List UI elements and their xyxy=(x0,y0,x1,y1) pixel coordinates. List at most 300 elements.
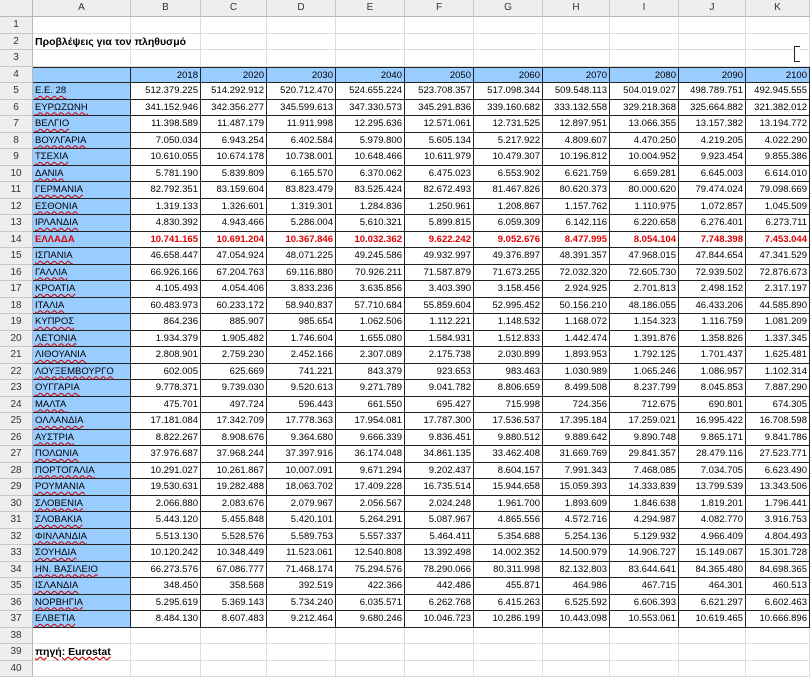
population-value[interactable]: 9.923.454 xyxy=(679,149,746,166)
population-value[interactable]: 523.708.357 xyxy=(405,83,474,100)
population-value[interactable]: 1.442.474 xyxy=(543,331,610,348)
cell-f2[interactable] xyxy=(405,34,474,51)
population-value[interactable]: 1.065.246 xyxy=(610,364,679,381)
cell-d40[interactable] xyxy=(267,661,336,677)
population-value[interactable]: 475.701 xyxy=(131,397,201,414)
population-value[interactable]: 1.792.125 xyxy=(610,347,679,364)
population-value[interactable]: 46.658.447 xyxy=(131,248,201,265)
population-value[interactable]: 4.105.493 xyxy=(131,281,201,298)
population-value[interactable]: 83.823.479 xyxy=(267,182,336,199)
country-name[interactable] xyxy=(33,149,131,166)
population-value[interactable]: 5.129.932 xyxy=(610,529,679,546)
population-value[interactable]: 4.865.556 xyxy=(474,512,543,529)
partial-cell-l3[interactable] xyxy=(794,46,800,62)
country-name[interactable] xyxy=(33,496,131,513)
row-header-4[interactable]: 4 xyxy=(0,67,33,84)
population-value[interactable]: 6.475.023 xyxy=(405,166,474,183)
row-header-15[interactable]: 15 xyxy=(0,248,33,265)
population-value[interactable]: 864.236 xyxy=(131,314,201,331)
cell-g38[interactable] xyxy=(474,628,543,645)
population-value[interactable]: 602.005 xyxy=(131,364,201,381)
population-value[interactable]: 4.082.770 xyxy=(679,512,746,529)
cell-h40[interactable] xyxy=(543,661,610,677)
population-value[interactable]: 1.319.301 xyxy=(267,199,336,216)
population-value[interactable]: 16.708.598 xyxy=(746,413,810,430)
population-value[interactable]: 5.589.753 xyxy=(267,529,336,546)
population-value[interactable]: 1.746.604 xyxy=(267,331,336,348)
cell-j39[interactable] xyxy=(679,644,746,661)
population-value[interactable]: 44.585.890 xyxy=(746,298,810,315)
cell-e38[interactable] xyxy=(336,628,405,645)
population-value[interactable]: 1.319.133 xyxy=(131,199,201,216)
population-value[interactable]: 37.968.244 xyxy=(201,446,267,463)
year-header[interactable]: 2020 xyxy=(201,67,267,84)
cell-e3[interactable] xyxy=(336,50,405,67)
population-value[interactable]: 1.905.482 xyxy=(201,331,267,348)
population-value[interactable]: 4.809.607 xyxy=(543,133,610,150)
population-value[interactable]: 10.261.867 xyxy=(201,463,267,480)
population-value[interactable]: 7.050.034 xyxy=(131,133,201,150)
country-name[interactable] xyxy=(33,397,131,414)
population-value[interactable]: 10.046.723 xyxy=(405,611,474,628)
cell-k40[interactable] xyxy=(746,661,810,677)
population-value[interactable]: 9.622.242 xyxy=(405,232,474,249)
country-name[interactable] xyxy=(33,83,131,100)
cell-e2[interactable] xyxy=(336,34,405,51)
country-name[interactable] xyxy=(33,133,131,150)
population-value[interactable]: 625.669 xyxy=(201,364,267,381)
population-value[interactable]: 11.911.998 xyxy=(267,116,336,133)
cell-g40[interactable] xyxy=(474,661,543,677)
population-value[interactable]: 66.926.166 xyxy=(131,265,201,282)
population-value[interactable]: 14.500.979 xyxy=(543,545,610,562)
population-value[interactable]: 29.841.357 xyxy=(610,446,679,463)
cell-j3[interactable] xyxy=(679,50,746,67)
population-value[interactable]: 72.939.502 xyxy=(679,265,746,282)
population-value[interactable]: 2.030.899 xyxy=(474,347,543,364)
population-value[interactable]: 6.165.570 xyxy=(267,166,336,183)
cell-h2[interactable] xyxy=(543,34,610,51)
population-value[interactable]: 78.290.066 xyxy=(405,562,474,579)
population-value[interactable]: 358.568 xyxy=(201,578,267,595)
country-name[interactable] xyxy=(33,314,131,331)
row-header-29[interactable]: 29 xyxy=(0,479,33,496)
population-value[interactable]: 1.116.759 xyxy=(679,314,746,331)
population-value[interactable]: 7.887.290 xyxy=(746,380,810,397)
population-value[interactable]: 9.739.030 xyxy=(201,380,267,397)
population-value[interactable]: 71.468.174 xyxy=(267,562,336,579)
population-value[interactable]: 1.326.601 xyxy=(201,199,267,216)
cell-i2[interactable] xyxy=(610,34,679,51)
population-value[interactable]: 9.041.782 xyxy=(405,380,474,397)
population-value[interactable]: 2.808.901 xyxy=(131,347,201,364)
population-value[interactable]: 36.174.048 xyxy=(336,446,405,463)
population-value[interactable]: 1.062.506 xyxy=(336,314,405,331)
population-value[interactable]: 17.787.300 xyxy=(405,413,474,430)
country-name[interactable] xyxy=(33,116,131,133)
population-value[interactable]: 5.087.967 xyxy=(405,512,474,529)
population-value[interactable]: 2.056.567 xyxy=(336,496,405,513)
cell-j1[interactable] xyxy=(679,17,746,34)
population-value[interactable]: 2.307.089 xyxy=(336,347,405,364)
population-value[interactable]: 1.893.609 xyxy=(543,496,610,513)
population-value[interactable]: 10.674.178 xyxy=(201,149,267,166)
population-value[interactable]: 19.530.631 xyxy=(131,479,201,496)
population-value[interactable]: 4.572.716 xyxy=(543,512,610,529)
row-header-32[interactable]: 32 xyxy=(0,529,33,546)
population-value[interactable]: 72.605.730 xyxy=(610,265,679,282)
column-header-c[interactable]: C xyxy=(201,0,267,17)
cell-b38[interactable] xyxy=(131,628,201,645)
population-value[interactable]: 1.961.700 xyxy=(474,496,543,513)
population-value[interactable]: 4.966.409 xyxy=(679,529,746,546)
country-name[interactable] xyxy=(33,265,131,282)
population-value[interactable]: 8.908.676 xyxy=(201,430,267,447)
cell-f39[interactable] xyxy=(405,644,474,661)
population-value[interactable]: 17.778.363 xyxy=(267,413,336,430)
population-value[interactable]: 67.204.763 xyxy=(201,265,267,282)
row-header-14[interactable]: 14 xyxy=(0,232,33,249)
population-value[interactable]: 11.487.179 xyxy=(201,116,267,133)
population-value[interactable]: 12.295.636 xyxy=(336,116,405,133)
cell-g1[interactable] xyxy=(474,17,543,34)
population-value[interactable]: 49.932.997 xyxy=(405,248,474,265)
population-value[interactable]: 10.738.001 xyxy=(267,149,336,166)
population-value[interactable]: 7.748.398 xyxy=(679,232,746,249)
population-value[interactable]: 10.610.055 xyxy=(131,149,201,166)
population-value[interactable]: 13.066.355 xyxy=(610,116,679,133)
population-value[interactable]: 9.890.748 xyxy=(610,430,679,447)
population-value[interactable]: 10.691.204 xyxy=(201,232,267,249)
population-value[interactable]: 464.986 xyxy=(543,578,610,595)
row-header-18[interactable]: 18 xyxy=(0,298,33,315)
population-value[interactable]: 6.943.254 xyxy=(201,133,267,150)
population-value[interactable]: 47.341.529 xyxy=(746,248,810,265)
population-value[interactable]: 8.477.995 xyxy=(543,232,610,249)
population-value[interactable]: 347.330.573 xyxy=(336,100,405,117)
population-value[interactable]: 690.801 xyxy=(679,397,746,414)
population-value[interactable]: 10.666.896 xyxy=(746,611,810,628)
country-name[interactable] xyxy=(33,215,131,232)
population-value[interactable]: 10.004.952 xyxy=(610,149,679,166)
population-value[interactable]: 9.364.680 xyxy=(267,430,336,447)
population-value[interactable]: 8.054.104 xyxy=(610,232,679,249)
population-value[interactable]: 5.528.576 xyxy=(201,529,267,546)
population-value[interactable]: 5.979.800 xyxy=(336,133,405,150)
population-value[interactable]: 333.132.558 xyxy=(543,100,610,117)
population-value[interactable]: 71.587.879 xyxy=(405,265,474,282)
country-name[interactable] xyxy=(33,182,131,199)
row-header-16[interactable]: 16 xyxy=(0,265,33,282)
population-value[interactable]: 1.337.345 xyxy=(746,331,810,348)
population-value[interactable]: 2.079.967 xyxy=(267,496,336,513)
cell-j40[interactable] xyxy=(679,661,746,677)
population-value[interactable]: 348.450 xyxy=(131,578,201,595)
select-all-corner[interactable] xyxy=(0,0,33,17)
population-value[interactable]: 57.710.684 xyxy=(336,298,405,315)
population-value[interactable]: 9.880.512 xyxy=(474,430,543,447)
country-name[interactable] xyxy=(33,611,131,628)
population-value[interactable]: 46.433.206 xyxy=(679,298,746,315)
population-value[interactable]: 31.669.769 xyxy=(543,446,610,463)
cell-e1[interactable] xyxy=(336,17,405,34)
population-value[interactable]: 1.655.080 xyxy=(336,331,405,348)
population-value[interactable]: 17.259.021 xyxy=(610,413,679,430)
population-value[interactable]: 66.273.576 xyxy=(131,562,201,579)
row-header-38[interactable]: 38 xyxy=(0,628,33,645)
country-name[interactable] xyxy=(33,562,131,579)
population-value[interactable]: 15.149.067 xyxy=(679,545,746,562)
column-header-d[interactable]: D xyxy=(267,0,336,17)
population-value[interactable]: 10.367.846 xyxy=(267,232,336,249)
row-header-37[interactable]: 37 xyxy=(0,611,33,628)
population-value[interactable]: 27.523.771 xyxy=(746,446,810,463)
population-value[interactable]: 50.156.210 xyxy=(543,298,610,315)
population-value[interactable]: 2.083.676 xyxy=(201,496,267,513)
population-value[interactable]: 47.968.015 xyxy=(610,248,679,265)
population-value[interactable]: 82.792.351 xyxy=(131,182,201,199)
population-value[interactable]: 512.379.225 xyxy=(131,83,201,100)
population-value[interactable]: 13.194.772 xyxy=(746,116,810,133)
population-value[interactable]: 6.602.463 xyxy=(746,595,810,612)
population-value[interactable]: 2.452.166 xyxy=(267,347,336,364)
population-value[interactable]: 342.356.277 xyxy=(201,100,267,117)
population-value[interactable]: 498.789.751 xyxy=(679,83,746,100)
population-value[interactable]: 885.907 xyxy=(201,314,267,331)
row-header-11[interactable]: 11 xyxy=(0,182,33,199)
row-header-9[interactable]: 9 xyxy=(0,149,33,166)
population-value[interactable]: 2.701.813 xyxy=(610,281,679,298)
cell-e40[interactable] xyxy=(336,661,405,677)
cell-b2[interactable] xyxy=(131,34,201,51)
population-value[interactable]: 37.397.916 xyxy=(267,446,336,463)
population-value[interactable]: 8.484.130 xyxy=(131,611,201,628)
cell-c2[interactable] xyxy=(201,34,267,51)
population-value[interactable]: 504.019.027 xyxy=(610,83,679,100)
population-value[interactable]: 2.317.197 xyxy=(746,281,810,298)
row-header-23[interactable]: 23 xyxy=(0,380,33,397)
population-value[interactable]: 14.906.727 xyxy=(610,545,679,562)
population-value[interactable]: 460.513 xyxy=(746,578,810,595)
cell-i40[interactable] xyxy=(610,661,679,677)
cell-f1[interactable] xyxy=(405,17,474,34)
population-value[interactable]: 329.218.368 xyxy=(610,100,679,117)
row-header-34[interactable]: 34 xyxy=(0,562,33,579)
population-value[interactable]: 5.610.321 xyxy=(336,215,405,232)
cell-i1[interactable] xyxy=(610,17,679,34)
country-name[interactable] xyxy=(33,430,131,447)
cell-c39[interactable] xyxy=(201,644,267,661)
population-value[interactable]: 60.483.973 xyxy=(131,298,201,315)
cell-d39[interactable] xyxy=(267,644,336,661)
population-value[interactable]: 1.168.072 xyxy=(543,314,610,331)
population-value[interactable]: 455.871 xyxy=(474,578,543,595)
population-value[interactable]: 8.499.508 xyxy=(543,380,610,397)
population-value[interactable]: 13.343.506 xyxy=(746,479,810,496)
population-value[interactable]: 10.741.165 xyxy=(131,232,201,249)
population-value[interactable]: 9.202.437 xyxy=(405,463,474,480)
population-value[interactable]: 9.836.451 xyxy=(405,430,474,447)
population-value[interactable]: 1.934.379 xyxy=(131,331,201,348)
population-value[interactable]: 12.540.808 xyxy=(336,545,405,562)
cell-a40[interactable] xyxy=(33,661,131,677)
population-value[interactable]: 6.645.003 xyxy=(679,166,746,183)
cell-d1[interactable] xyxy=(267,17,336,34)
country-name[interactable] xyxy=(33,578,131,595)
row-header-1[interactable]: 1 xyxy=(0,17,33,34)
population-value[interactable]: 9.865.171 xyxy=(679,430,746,447)
population-value[interactable]: 5.781.190 xyxy=(131,166,201,183)
population-value[interactable]: 6.370.062 xyxy=(336,166,405,183)
population-value[interactable]: 82.132.803 xyxy=(543,562,610,579)
cell-k1[interactable] xyxy=(746,17,810,34)
population-value[interactable]: 10.553.061 xyxy=(610,611,679,628)
population-value[interactable]: 1.208.867 xyxy=(474,199,543,216)
year-header[interactable]: 2040 xyxy=(336,67,405,84)
population-value[interactable]: 1.102.314 xyxy=(746,364,810,381)
population-value[interactable]: 6.553.902 xyxy=(474,166,543,183)
population-value[interactable]: 49.376.897 xyxy=(474,248,543,265)
population-value[interactable]: 5.354.688 xyxy=(474,529,543,546)
population-value[interactable]: 15.301.728 xyxy=(746,545,810,562)
population-value[interactable]: 345.291.836 xyxy=(405,100,474,117)
country-name[interactable] xyxy=(33,298,131,315)
cell-h38[interactable] xyxy=(543,628,610,645)
cell-e39[interactable] xyxy=(336,644,405,661)
population-value[interactable]: 2.066.880 xyxy=(131,496,201,513)
population-value[interactable]: 8.806.659 xyxy=(474,380,543,397)
population-value[interactable]: 15.059.393 xyxy=(543,479,610,496)
population-value[interactable]: 1.391.876 xyxy=(610,331,679,348)
population-value[interactable]: 674.305 xyxy=(746,397,810,414)
population-value[interactable]: 9.671.294 xyxy=(336,463,405,480)
cell-h39[interactable] xyxy=(543,644,610,661)
population-value[interactable]: 5.899.815 xyxy=(405,215,474,232)
population-value[interactable]: 9.520.613 xyxy=(267,380,336,397)
population-value[interactable]: 5.443.120 xyxy=(131,512,201,529)
population-value[interactable]: 69.116.880 xyxy=(267,265,336,282)
population-value[interactable]: 9.052.676 xyxy=(474,232,543,249)
population-value[interactable]: 17.342.709 xyxy=(201,413,267,430)
population-value[interactable]: 712.675 xyxy=(610,397,679,414)
population-value[interactable]: 442.486 xyxy=(405,578,474,595)
population-value[interactable]: 17.395.184 xyxy=(543,413,610,430)
population-value[interactable]: 10.479.307 xyxy=(474,149,543,166)
population-value[interactable]: 422.366 xyxy=(336,578,405,595)
population-value[interactable]: 3.833.236 xyxy=(267,281,336,298)
row-header-39[interactable]: 39 xyxy=(0,644,33,661)
population-value[interactable]: 6.415.263 xyxy=(474,595,543,612)
cell-i38[interactable] xyxy=(610,628,679,645)
column-header-a[interactable]: A xyxy=(33,0,131,17)
population-value[interactable]: 18.063.702 xyxy=(267,479,336,496)
population-value[interactable]: 339.160.682 xyxy=(474,100,543,117)
population-value[interactable]: 3.403.390 xyxy=(405,281,474,298)
population-value[interactable]: 464.301 xyxy=(679,578,746,595)
population-value[interactable]: 2.024.248 xyxy=(405,496,474,513)
cell-g2[interactable] xyxy=(474,34,543,51)
population-value[interactable]: 1.625.481 xyxy=(746,347,810,364)
year-header[interactable]: 2090 xyxy=(679,67,746,84)
population-value[interactable]: 321.382.012 xyxy=(746,100,810,117)
population-value[interactable]: 341.152.946 xyxy=(131,100,201,117)
row-header-27[interactable]: 27 xyxy=(0,446,33,463)
row-header-28[interactable]: 28 xyxy=(0,463,33,480)
population-value[interactable]: 71.673.255 xyxy=(474,265,543,282)
cell-k39[interactable] xyxy=(746,644,810,661)
population-value[interactable]: 13.392.498 xyxy=(405,545,474,562)
population-value[interactable]: 1.284.836 xyxy=(336,199,405,216)
population-value[interactable]: 11.523.061 xyxy=(267,545,336,562)
cell-c3[interactable] xyxy=(201,50,267,67)
population-value[interactable]: 392.519 xyxy=(267,578,336,595)
cell-d38[interactable] xyxy=(267,628,336,645)
population-value[interactable]: 1.250.961 xyxy=(405,199,474,216)
cell-k38[interactable] xyxy=(746,628,810,645)
population-value[interactable]: 4.830.392 xyxy=(131,215,201,232)
population-value[interactable]: 6.659.281 xyxy=(610,166,679,183)
row-header-2[interactable]: 2 xyxy=(0,34,33,51)
population-value[interactable]: 10.443.098 xyxy=(543,611,610,628)
population-value[interactable]: 6.142.116 xyxy=(543,215,610,232)
cell-d3[interactable] xyxy=(267,50,336,67)
population-value[interactable]: 10.286.199 xyxy=(474,611,543,628)
column-header-h[interactable]: H xyxy=(543,0,610,17)
row-header-40[interactable]: 40 xyxy=(0,661,33,677)
population-value[interactable]: 5.420.101 xyxy=(267,512,336,529)
population-value[interactable]: 1.819.201 xyxy=(679,496,746,513)
population-value[interactable]: 5.839.809 xyxy=(201,166,267,183)
country-name[interactable] xyxy=(33,446,131,463)
population-value[interactable]: 15.944.658 xyxy=(474,479,543,496)
population-value[interactable]: 6.621.759 xyxy=(543,166,610,183)
source-note[interactable] xyxy=(33,644,131,661)
population-value[interactable]: 48.391.357 xyxy=(543,248,610,265)
cell-j2[interactable] xyxy=(679,34,746,51)
population-value[interactable]: 497.724 xyxy=(201,397,267,414)
country-name[interactable] xyxy=(33,347,131,364)
population-value[interactable]: 5.455.848 xyxy=(201,512,267,529)
row-header-6[interactable]: 6 xyxy=(0,100,33,117)
year-header[interactable]: 2070 xyxy=(543,67,610,84)
population-value[interactable]: 49.245.586 xyxy=(336,248,405,265)
population-value[interactable]: 661.550 xyxy=(336,397,405,414)
population-value[interactable]: 10.619.465 xyxy=(679,611,746,628)
population-value[interactable]: 3.158.456 xyxy=(474,281,543,298)
population-value[interactable]: 5.513.130 xyxy=(131,529,201,546)
population-value[interactable]: 10.648.466 xyxy=(336,149,405,166)
population-value[interactable]: 81.467.826 xyxy=(474,182,543,199)
population-value[interactable]: 2.924.925 xyxy=(543,281,610,298)
population-value[interactable]: 1.030.989 xyxy=(543,364,610,381)
population-value[interactable]: 4.943.466 xyxy=(201,215,267,232)
population-value[interactable]: 6.059.309 xyxy=(474,215,543,232)
population-value[interactable]: 5.557.337 xyxy=(336,529,405,546)
row-header-24[interactable]: 24 xyxy=(0,397,33,414)
population-value[interactable]: 82.672.493 xyxy=(405,182,474,199)
year-header[interactable]: 2030 xyxy=(267,67,336,84)
population-value[interactable]: 5.605.134 xyxy=(405,133,474,150)
population-value[interactable]: 37.976.687 xyxy=(131,446,201,463)
population-value[interactable]: 1.584.931 xyxy=(405,331,474,348)
population-value[interactable]: 9.680.246 xyxy=(336,611,405,628)
cell-k2[interactable] xyxy=(746,34,810,51)
population-value[interactable]: 5.369.143 xyxy=(201,595,267,612)
country-name[interactable] xyxy=(33,595,131,612)
population-value[interactable]: 8.822.267 xyxy=(131,430,201,447)
row-header-19[interactable]: 19 xyxy=(0,314,33,331)
population-value[interactable]: 80.000.620 xyxy=(610,182,679,199)
